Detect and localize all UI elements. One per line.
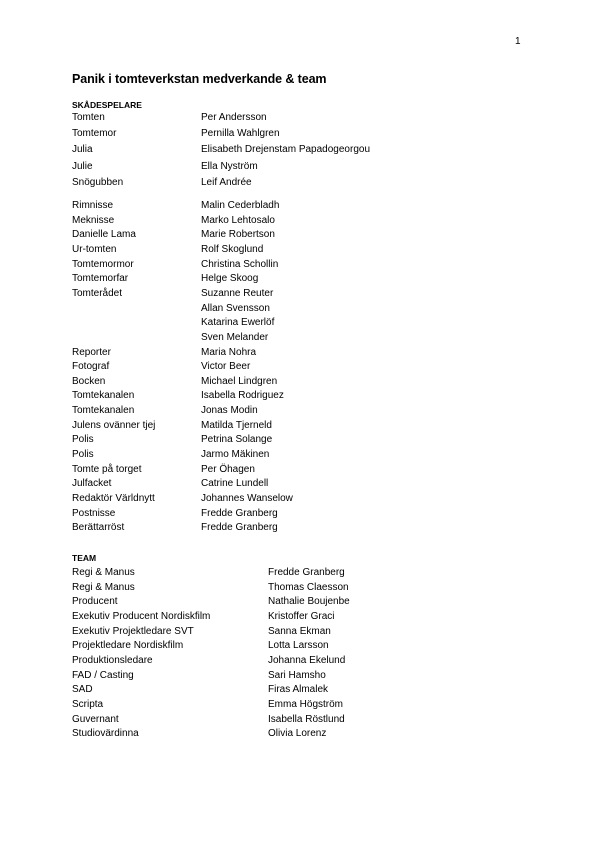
person-name: Kristoffer Graci xyxy=(268,610,335,622)
person-name: Pernilla Wahlgren xyxy=(201,128,280,140)
role-label: Berättarröst xyxy=(72,522,125,534)
person-name: Allan Svensson xyxy=(201,302,270,314)
role-label: Exekutiv Producent Nordiskfilm xyxy=(72,610,211,622)
role-label: SAD xyxy=(72,684,93,696)
person-name: Suzanne Reuter xyxy=(201,287,274,299)
role-label: Scripta xyxy=(72,698,104,710)
person-name: Olivia Lorenz xyxy=(268,728,327,740)
role-label: Ur-tomten xyxy=(72,243,117,255)
role-label: Meknisse xyxy=(72,214,115,226)
person-name: Malin Cederbladh xyxy=(201,200,280,211)
role-label: Tomtekanalen xyxy=(72,390,135,402)
person-name: Per Öhagen xyxy=(201,463,255,475)
person-name: Marko Lehtosalo xyxy=(201,214,275,226)
role-label: Julens ovänner tjej xyxy=(72,419,156,431)
person-name: Catrine Lundell xyxy=(201,478,269,490)
person-name: Petrina Solange xyxy=(201,434,273,446)
role-label: Postnisse xyxy=(72,507,116,519)
person-name: Thomas Claesson xyxy=(268,581,349,593)
person-name: Fredde Granberg xyxy=(268,567,345,578)
person-name: Sari Hamsho xyxy=(268,669,326,681)
role-label: Guvernant xyxy=(72,713,119,725)
person-name: Jarmo Mäkinen xyxy=(201,449,270,461)
cast-heading: SKÅDESPELARE xyxy=(72,100,142,110)
person-name: Isabella Röstlund xyxy=(268,713,345,725)
role-label: Studiovärdinna xyxy=(72,728,139,740)
role-label: Fotograf xyxy=(72,361,110,373)
role-label: Producent xyxy=(72,596,118,608)
person-name: Sven Melander xyxy=(201,331,269,343)
person-name: Helge Skoog xyxy=(201,273,259,285)
role-label: Reporter xyxy=(72,346,111,358)
role-label: Tomten xyxy=(72,112,105,123)
role-label: FAD / Casting xyxy=(72,669,134,681)
role-label: Tomtekanalen xyxy=(72,405,135,417)
person-name: Fredde Granberg xyxy=(201,507,278,519)
role-label: Redaktör Världnytt xyxy=(72,493,155,504)
role-label: Julie xyxy=(72,160,93,172)
person-name: Elisabeth Drejenstam Papadogeorgou xyxy=(201,144,370,156)
role-label: Polis xyxy=(72,434,94,446)
role-label: Snögubben xyxy=(72,176,124,188)
person-name: Jonas Modin xyxy=(201,405,258,417)
role-label: Tomtemormor xyxy=(72,258,134,270)
person-name: Sanna Ekman xyxy=(268,625,331,637)
person-name: Ella Nyström xyxy=(201,160,258,172)
page-number: 1 xyxy=(515,36,521,47)
team-heading: TEAM xyxy=(72,553,97,563)
role-label: Tomte på torget xyxy=(72,463,142,475)
person-name: Johanna Ekelund xyxy=(268,654,346,666)
role-label: Tomtemor xyxy=(72,128,117,140)
role-label: Exekutiv Projektledare SVT xyxy=(72,625,194,637)
role-label: Polis xyxy=(72,449,94,461)
person-name: Johannes Wanselow xyxy=(201,493,293,504)
person-name: Emma Högström xyxy=(268,698,344,710)
person-name: Lotta Larsson xyxy=(268,640,329,652)
role-label: Rimnisse xyxy=(72,200,114,211)
role-label: Regi & Manus xyxy=(72,567,135,578)
role-label: Danielle Lama xyxy=(72,229,136,241)
person-name: Isabella Rodriguez xyxy=(201,390,284,402)
person-name: Michael Lindgren xyxy=(201,375,278,387)
person-name: Rolf Skoglund xyxy=(201,243,264,255)
person-name: Victor Beer xyxy=(201,361,251,373)
person-name: Firas Almalek xyxy=(268,684,329,696)
role-label: Regi & Manus xyxy=(72,581,135,593)
page-title: Panik i tomteverkstan medverkande & team xyxy=(72,72,327,86)
person-name: Leif Andrée xyxy=(201,176,252,188)
person-name: Maria Nohra xyxy=(201,346,257,358)
person-name: Marie Robertson xyxy=(201,229,275,241)
role-label: Julfacket xyxy=(72,478,112,490)
person-name: Fredde Granberg xyxy=(201,522,278,534)
person-name: Nathalie Boujenbe xyxy=(268,596,350,608)
role-label: Projektledare Nordiskfilm xyxy=(72,640,184,652)
role-label: Produktionsledare xyxy=(72,654,153,666)
person-name: Per Andersson xyxy=(201,112,267,123)
person-name: Matilda Tjerneld xyxy=(201,419,272,431)
role-label: Tomterådet xyxy=(72,287,123,299)
role-label: Bocken xyxy=(72,375,106,387)
role-label: Tomtemorfar xyxy=(72,273,129,285)
person-name: Christina Schollin xyxy=(201,258,279,270)
person-name: Katarina Ewerlöf xyxy=(201,317,275,329)
role-label: Julia xyxy=(72,144,93,156)
